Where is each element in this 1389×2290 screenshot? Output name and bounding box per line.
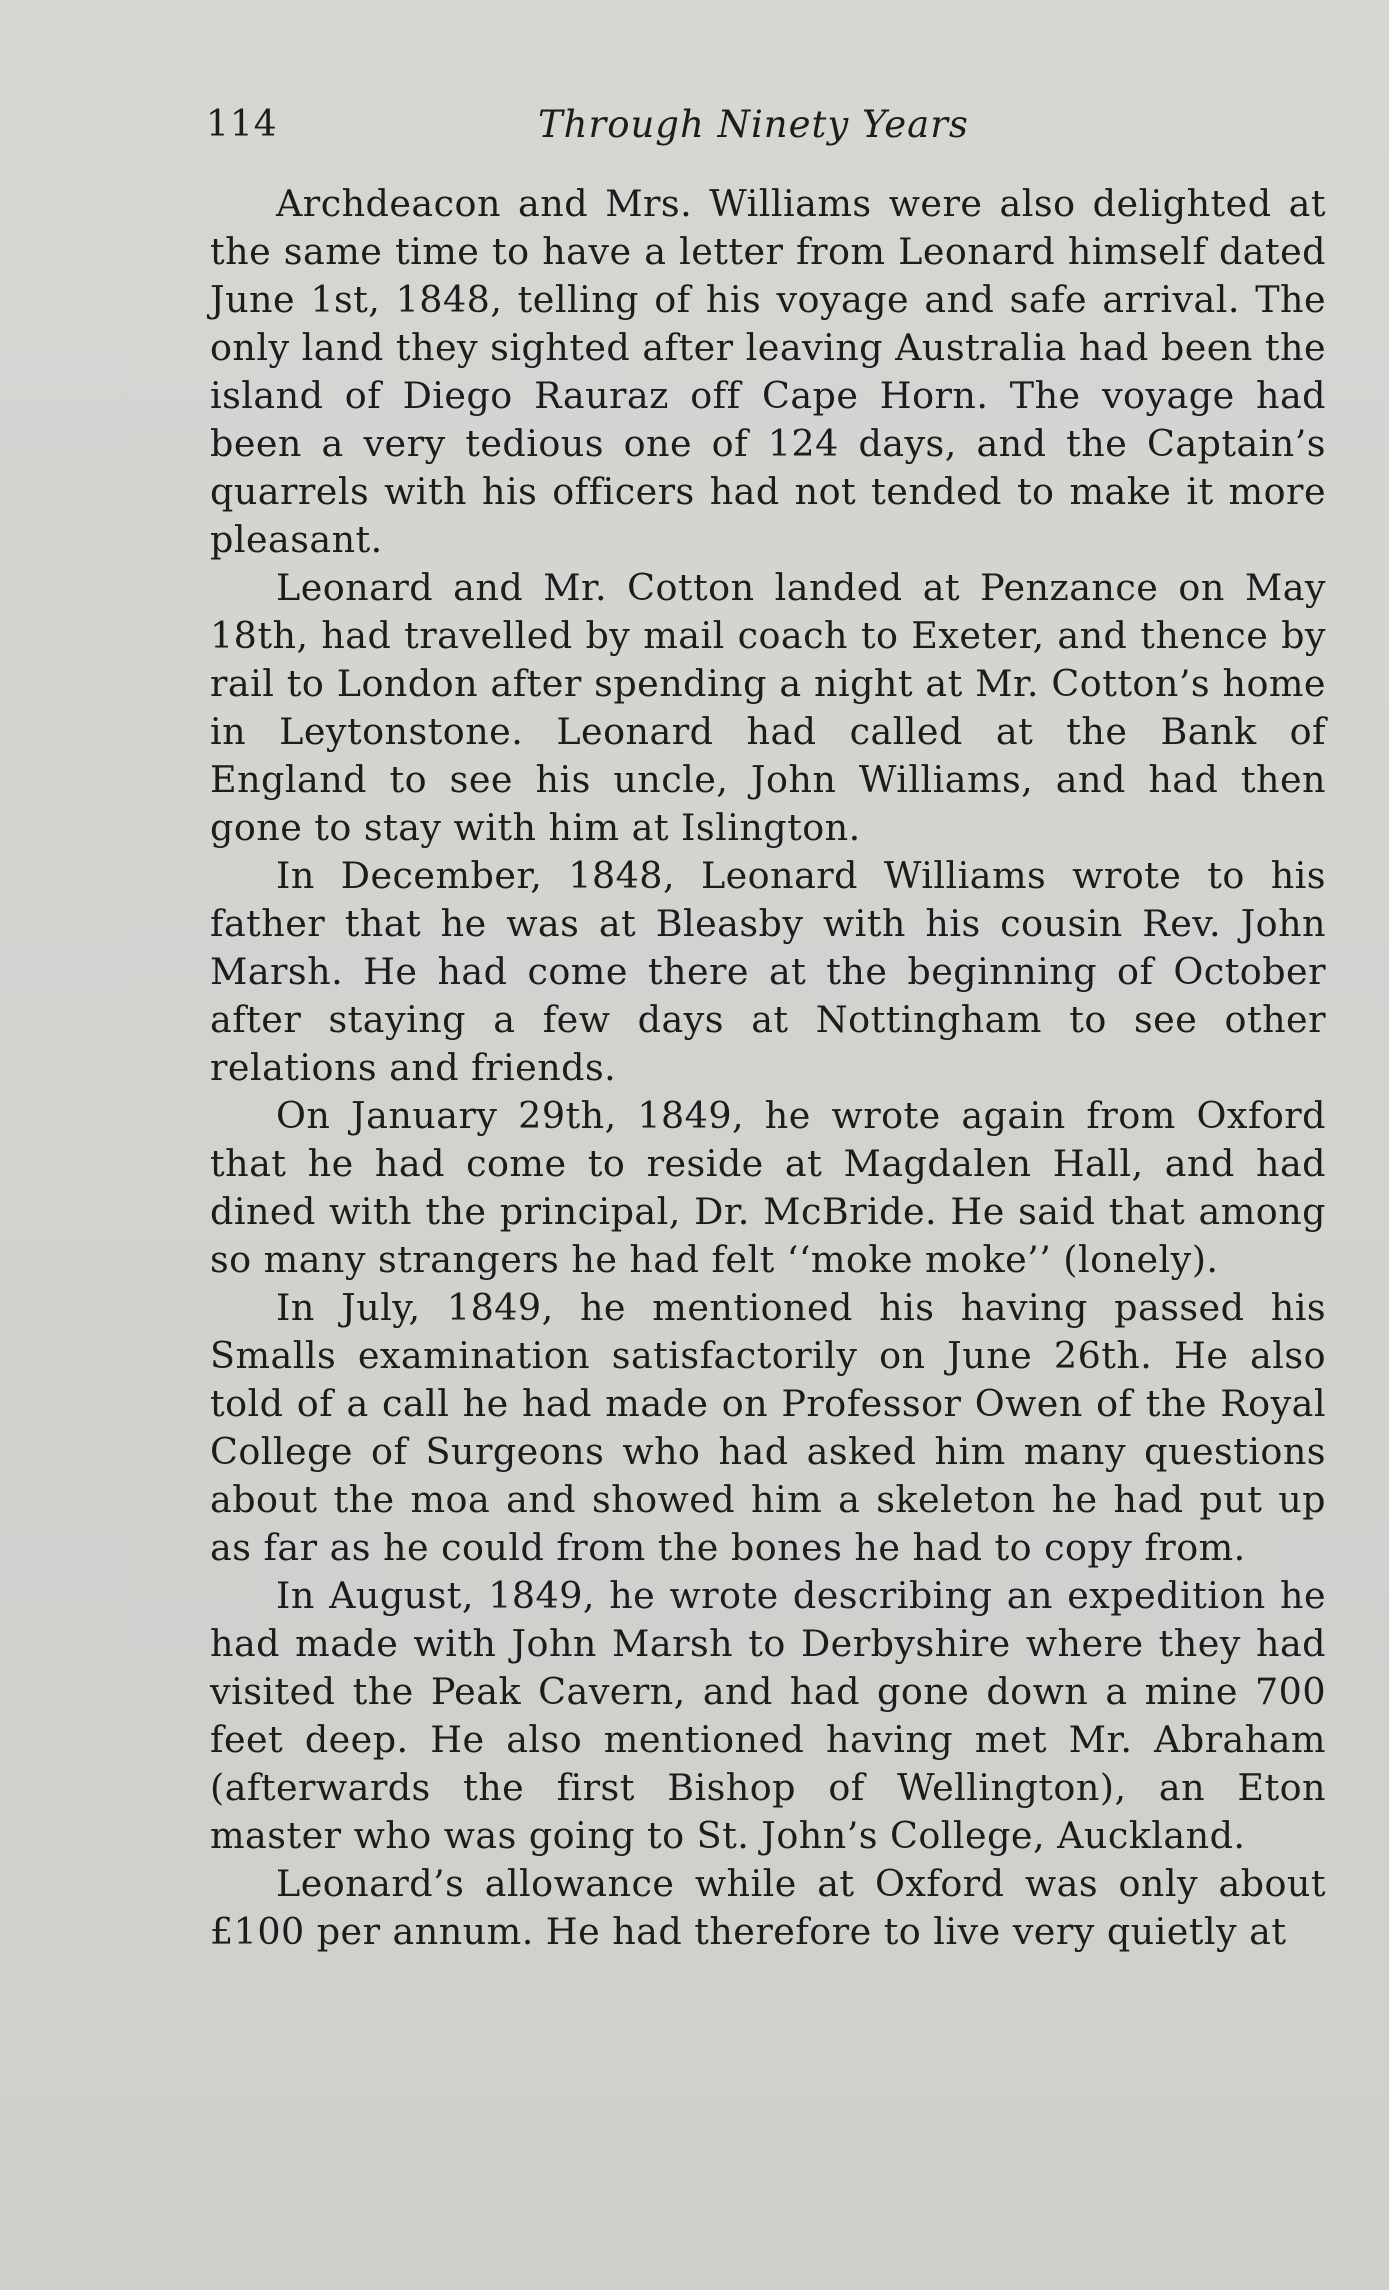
- body-text: [210, 180, 1326, 1956]
- paragraph-6: In August, 1849, he wrote describing an expedition he had made with John Marsh to Derbyshire where they had visited the Peak Cavern, and had gone down a mine 700 feet deep. He also mentioned having met Mr. Abraham (afterwards the first Bishop of Wellington), an Eton master who was going to St. John’s College, Auckland.: [210, 1574, 1326, 1857]
- paragraph-2: Leonard and Mr. Cotton landed at Penzance on May 18th, had travelled by mail coach to Exeter, and thence by rail to London after spending a night at Mr. Cotton’s home in Leytonstone. Leonard had called at the Bank of England to see his uncle, John Williams, and had then gone to stay with him at Islington.: [210, 566, 1326, 849]
- running-header: [206, 98, 986, 152]
- page-number: 114: [206, 104, 278, 145]
- running-title: Through Ninety Years: [538, 103, 969, 146]
- paragraph-4: On January 29th, 1849, he wrote again from Oxford that he had come to reside at Magdalen Hall, and had dined with the principal, Dr. McBride. He said that among so many strangers he had felt ‘‘moke moke’’ (lonely).: [210, 1094, 1326, 1281]
- paragraph-5: In July, 1849, he mentioned his having passed his Smalls examination satisfactorily on June 26th. He also told of a call he had made on Professor Owen of the Royal College of Surgeons who had asked him many questions about the moa and showed him a skeleton he had put up as far as he could from the bones he had to copy from.: [210, 1286, 1326, 1569]
- paragraph-3: In December, 1848, Leonard Williams wrote to his father that he was at Bleasby with his cousin Rev. John Marsh. He had come there at the beginning of October after staying a few days at Nottingham to see other relations and friends.: [210, 854, 1326, 1089]
- paragraph-7: Leonard’s allowance while at Oxford was only about £100 per annum. He had therefore to live very quietly at: [210, 1862, 1326, 1953]
- paragraph-1: Archdeacon and Mrs. Williams were also delighted at the same time to have a letter from Leonard himself dated June 1st, 1848, telling of his voyage and safe arrival. The only land they sighted after leaving Australia had been the island of Diego Rauraz off Cape Horn. The voyage had been a very tedious one of 124 days, and the Captain’s quarrels with his officers had not tended to make it more pleasant.: [210, 182, 1326, 561]
